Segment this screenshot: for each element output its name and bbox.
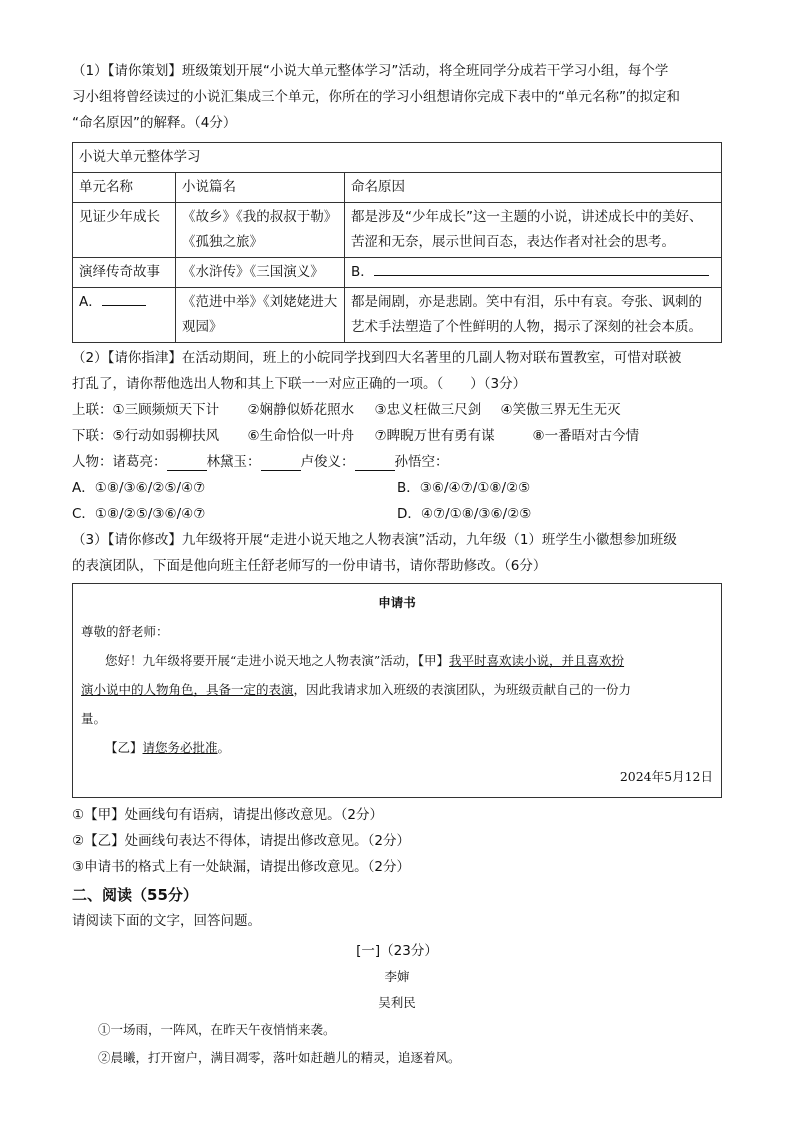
q3-sub-3: ③申请书的格式上有一处缺漏，请提出修改意见。（2分）	[72, 859, 410, 875]
upper-item: ①三顾频烦天下计	[112, 402, 220, 418]
q1-text-a: （1）【请你策划】班级策划开展“小说大单元整体学习”活动，将全班同学分成若干学习小组，每个学	[72, 63, 669, 79]
letter-greeting: 尊敬的舒老师：	[81, 624, 169, 639]
cell-unit: 演绎传奇故事	[73, 258, 176, 288]
cell-novels: 《故乡》《我的叔叔于勒》《孤独之旅》	[176, 203, 345, 258]
underlined-sentence-jia-2: 演小说中的人物角色，具备一定的表演	[81, 682, 294, 697]
lower-label: 下联：	[72, 428, 113, 444]
option-b[interactable]: B．③⑥/④⑦/①⑧/②⑤	[397, 480, 531, 496]
upper-item: ②娴静似娇花照水	[247, 402, 355, 418]
option-c[interactable]: C．①⑧/②⑤/③⑥/④⑦	[72, 506, 206, 522]
upper-couplets	[72, 397, 722, 423]
q2-text-b: 打乱了，请你帮他选出人物和其上下联一一对应正确的一项。（ ）（3分）	[72, 376, 527, 392]
upper-label: 上联：	[72, 402, 113, 418]
answer-blank[interactable]	[261, 455, 301, 471]
answer-blank-a[interactable]	[102, 290, 146, 306]
cell-reason: 都是涉及“少年成长”这一主题的小说，讲述成长中的美好、苦涩和无奈，展示世间百态，表达作者对社会的思考。	[345, 203, 722, 258]
letter-body-3: 量。	[81, 711, 107, 726]
letter-date: 2024年5月12日	[619, 769, 713, 784]
application-letter	[72, 583, 722, 798]
answer-blank[interactable]	[167, 455, 207, 471]
answer-blank[interactable]	[355, 455, 395, 471]
letter-body: 您好！九年级将要开展“走进小说天地之人物表演”活动，【甲】我平时喜欢读小说，并且喜欢扮	[105, 653, 625, 668]
header-unit-name: 单元名称	[73, 173, 176, 203]
table-row	[73, 288, 722, 343]
options-row-1	[72, 475, 722, 501]
q3-text-a: （3）【请你修改】九年级将开展“走进小说天地之人物表演”活动，九年级（1）班学生小徽想参加班级	[72, 532, 677, 548]
underlined-sentence-yi: 请您务必批准	[142, 740, 218, 755]
people-label: 人物：	[72, 454, 113, 470]
lower-item: ⑦睥睨万世有勇有谋	[374, 428, 495, 444]
cell-novels: 《范进中举》《刘姥姥进大观园》	[176, 288, 345, 343]
header-novel-titles: 小说篇名	[176, 173, 345, 203]
table-row	[73, 203, 722, 258]
option-d[interactable]: D．④⑦/①⑧/③⑥/②⑤	[397, 506, 532, 522]
option-a[interactable]: A．①⑧/③⑥/②⑤/④⑦	[72, 480, 206, 496]
header-naming-reason: 命名原因	[345, 173, 722, 203]
letter-body-2: 演小说中的人物角色，具备一定的表演，因此我请求加入班级的表演团队，为班级贡献自己的一份力	[81, 682, 632, 697]
lower-item: ⑧一番晤对古今情	[532, 428, 640, 444]
letter-body-4: 【乙】请您务必批准。	[105, 740, 231, 755]
passage-paragraph-1: ①一场雨，一阵风，在昨天午夜悄悄来袭。	[98, 1022, 336, 1037]
cell-reason-blank[interactable]: B．	[345, 258, 722, 288]
lower-item: ⑥生命恰似一叶舟	[247, 428, 355, 444]
letter-title: 申请书	[378, 595, 416, 610]
passage-author: 吴利民	[378, 995, 416, 1010]
q3-sub-2: ②【乙】处画线句表达不得体，请提出修改意见。（2分）	[72, 833, 410, 849]
passage-title: 李婶	[384, 969, 410, 984]
section-heading: 二、阅读（55分）	[72, 886, 198, 904]
cell-unit: 见证少年成长	[73, 203, 176, 258]
underlined-sentence-jia: 我平时喜欢读小说，并且喜欢扮	[449, 653, 625, 668]
q1-text-b: 习小组将曾经读过的小说汇集成三个单元，你所在的学习小组想请你完成下表中的“单元名称”的拟定和	[72, 89, 680, 105]
person-sunwukong: 孙悟空：	[394, 454, 449, 470]
reading-instruction: 请阅读下面的文字，回答问题。	[72, 913, 261, 929]
person-zhugeliang: 诸葛亮：	[112, 454, 167, 470]
exam-page	[72, 58, 722, 1072]
q3-sub-1: ①【甲】处画线句有语病，请提出修改意见。（2分）	[72, 807, 383, 823]
passage-paragraph-2: ②晨曦，打开窗户，满目凋零，落叶如赶趟儿的精灵，追逐着风。	[98, 1050, 461, 1065]
q3-text-b: 的表演团队，下面是他向班主任舒老师写的一份申请书，请你帮助修改。（6分）	[72, 558, 547, 574]
options-row-2	[72, 501, 722, 527]
person-lujunyi: 卢俊义：	[300, 454, 355, 470]
unit-table	[72, 142, 722, 343]
lower-couplets	[72, 423, 722, 449]
passage-part: [一]（23分）	[356, 943, 438, 959]
person-lindaiyu: 林黛玉：	[206, 454, 261, 470]
q2-text-a: （2）【请你指津】在活动期间，班上的小皖同学找到四大名著里的几副人物对联布置教室，可惜对联被	[72, 350, 682, 366]
cell-unit-blank[interactable]: A．	[73, 288, 176, 343]
q1-text-c: “命名原因”的解释。（4分）	[72, 115, 237, 131]
cell-reason: 都是闹剧，亦是悲剧。笑中有泪，乐中有哀。夸张、讽刺的艺术手法塑造了个性鲜明的人物，揭示了深刻的社会本质。	[345, 288, 722, 343]
answer-blank-b[interactable]	[374, 260, 709, 276]
table-row	[73, 258, 722, 288]
upper-item: ③忠义枉做三尺剑	[374, 402, 482, 418]
cell-novels: 《水浒传》《三国演义》	[176, 258, 345, 288]
upper-item: ④笑傲三界无生无灭	[500, 402, 621, 418]
lower-item: ⑤行动如弱柳扶风	[112, 428, 220, 444]
unit-table-title: 小说大单元整体学习	[73, 143, 722, 173]
people-row	[72, 449, 722, 475]
